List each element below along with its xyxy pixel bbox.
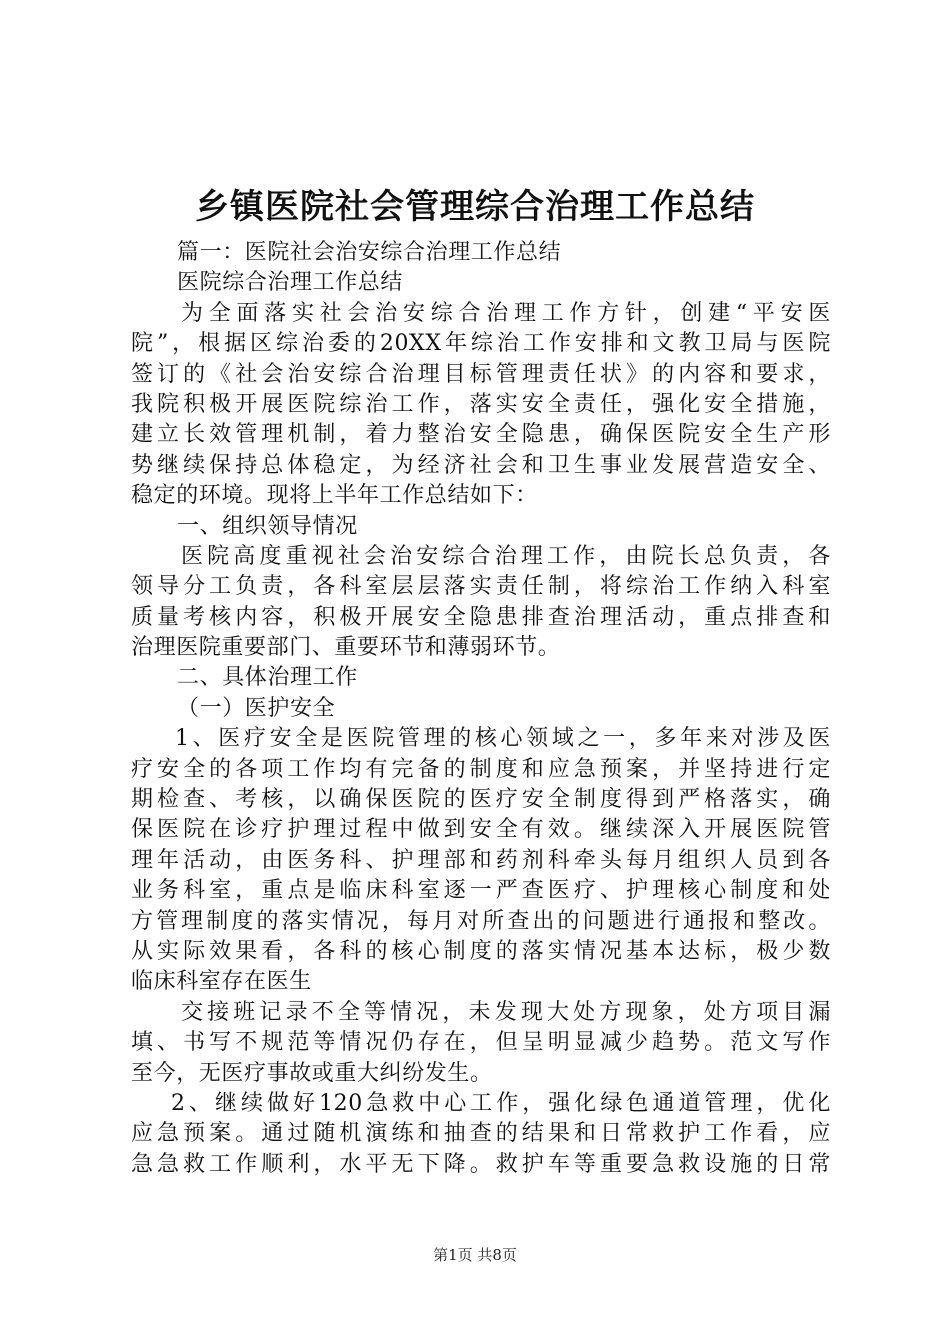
paragraph-line: 从实际效果看，各科的核心制度的落实情况基本达标，极少数 (131, 938, 831, 964)
paragraph-line: 期检查、考核，以确保医院的医疗安全制度得到严格落实，确 (131, 787, 831, 813)
document-title: 乡镇医院社会管理综合治理工作总结 (195, 187, 755, 227)
paragraph-line: 建立长效管理机制，着力整治安全隐患，确保医院安全生产形 (131, 422, 831, 448)
section-heading: 一、组织领导情况 (177, 513, 358, 539)
paragraph-line: 2、继续做好120急救中心工作，强化绿色通道管理，优化 (171, 1090, 831, 1116)
paragraph-line: 我院积极开展医院综治工作，落实安全责任，强化安全措施， (131, 391, 831, 417)
paragraph-line: 方管理制度的落实情况，每月对所查出的问题进行通报和整改。 (131, 908, 831, 934)
paragraph-line: 质量考核内容，积极开展安全隐患排查治理活动，重点排查和 (131, 604, 831, 630)
paragraph-line: 院”，根据区综治委的20XX年综治工作安排和文教卫局与医院 (131, 331, 831, 357)
page-number: 第1页 共8页 (433, 1246, 517, 1264)
section-heading: 篇一：医院社会治安综合治理工作总结 (177, 240, 562, 265)
paragraph-line: 医院高度重视社会治安综合治理工作，由院长总负责，各 (181, 543, 831, 569)
subsection-heading: （一）医护安全 (177, 695, 336, 721)
document-body (131, 238, 831, 1180)
paragraph-line: 疗安全的各项工作均有完备的制度和应急预案，并坚持进行定 (131, 756, 831, 782)
section-heading: 二、具体治理工作 (177, 665, 358, 691)
paragraph-line: 至今，无医疗事故或重大纠纷发生。 (131, 1060, 493, 1086)
paragraph-line: 治理医院重要部门、重要环节和薄弱环节。 (131, 635, 561, 661)
paragraph-line: 1、医疗安全是医院管理的核心领域之一，多年来对涉及医 (175, 726, 831, 752)
paragraph-line: 填、书写不规范等情况仍存在，但呈明显减少趋势。范文写作 (131, 1030, 831, 1056)
paragraph-line: 临床科室存在医生 (131, 969, 312, 995)
subtitle: 医院综合治理工作总结 (177, 270, 404, 296)
paragraph-line: 签订的《社会治安综合治理目标管理责任状》的内容和要求， (131, 361, 831, 387)
paragraph-line: 急急救工作顺利，水平无下降。救护车等重要急救设施的日常 (131, 1151, 831, 1177)
paragraph-line: 业务科室，重点是临床科室逐一严查医疗、护理核心制度和处 (131, 878, 831, 904)
paragraph-line: 为全面落实社会治安综合治理工作方针，创建“平安医 (181, 300, 831, 326)
paragraph-line: 应急预案。通过随机演练和抽查的结果和日常救护工作看，应 (131, 1121, 831, 1147)
paragraph-line: 领导分工负责，各科室层层落实责任制，将综治工作纳入科室 (131, 574, 831, 600)
paragraph-line: 保医院在诊疗护理过程中做到安全有效。继续深入开展医院管 (131, 817, 831, 843)
paragraph-line: 势继续保持总体稳定，为经济社会和卫生事业发展营造安全、 (131, 452, 831, 478)
paragraph-line: 稳定的环境。现将上半年工作总结如下： (131, 483, 538, 509)
paragraph-line: 交接班记录不全等情况，未发现大处方现象，处方项目漏 (181, 999, 831, 1025)
paragraph-line: 理年活动，由医务科、护理部和药剂科牵头每月组织人员到各 (131, 847, 831, 873)
